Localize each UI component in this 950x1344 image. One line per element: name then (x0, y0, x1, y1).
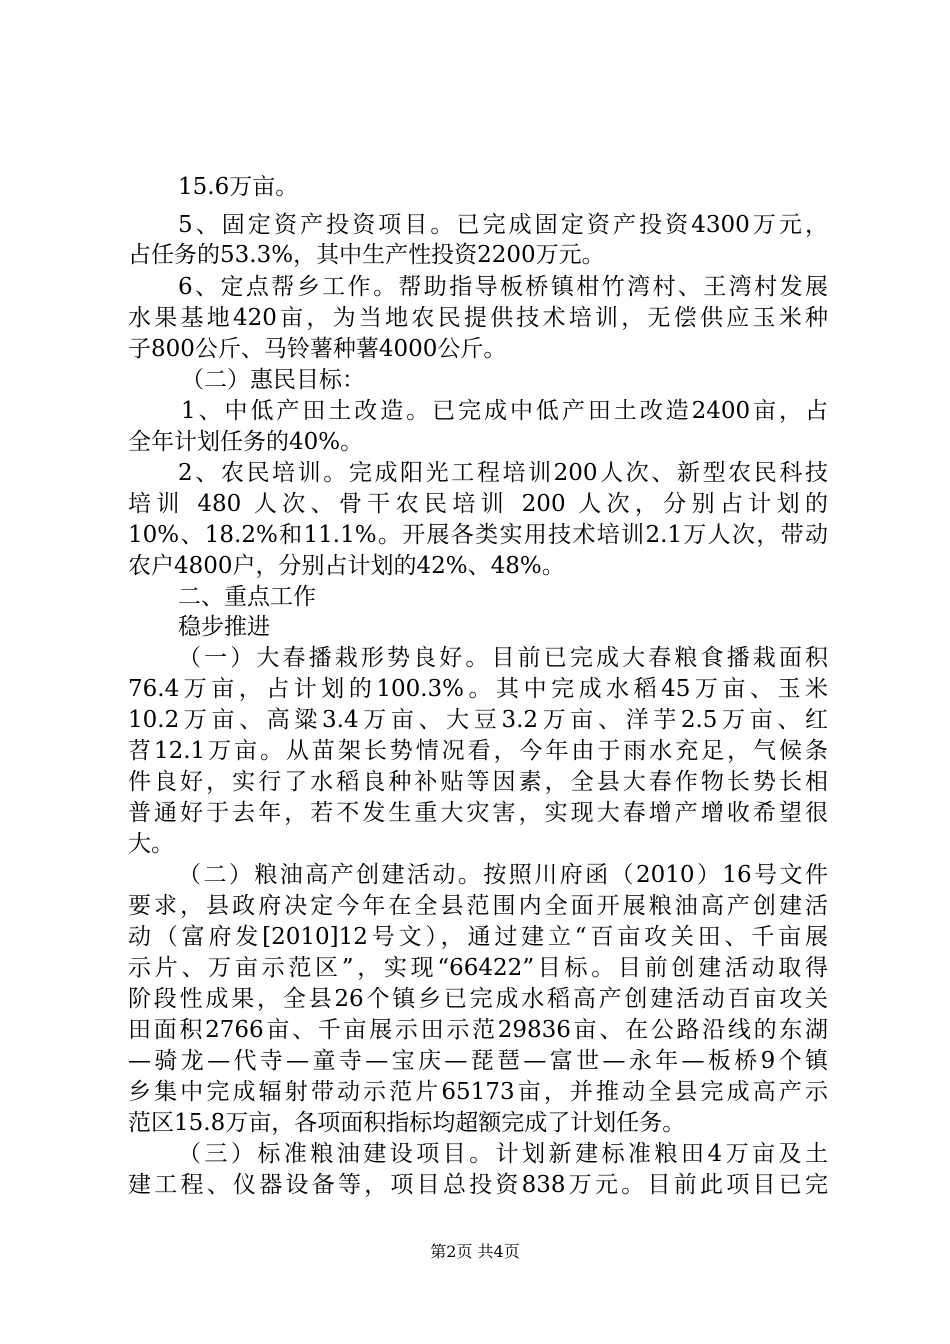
text-line: 阶段性成果，全县26个镇乡已完成水稻高产创建活动百亩攻关 (128, 986, 828, 1012)
text-line: （二）粮油高产创建活动。按照川府函（2010）16号文件 (178, 862, 828, 888)
text-line: 2、农民培训。完成阳光工程培训200人次、新型农民科技 (178, 460, 828, 486)
text-line: 10.2万亩、高粱3.4万亩、大豆3.2万亩、洋芋2.5万亩、红 (128, 707, 828, 733)
text-line: （三）标准粮油建设项目。计划新建标准粮田4万亩及土 (178, 1141, 828, 1167)
text-line: 件良好，实行了水稻良种补贴等因素，全县大春作物长势长相 (128, 769, 828, 795)
text-line: 建工程、仪器设备等，项目总投资838万元。目前此项目已完 (128, 1172, 828, 1198)
text-line: —骑龙—代寺—童寺—宝庆—琵琶—富世—永年—板桥9个镇 (128, 1048, 828, 1074)
text-line: 培训 480 人次、骨干农民培训 200 人次，分别占计划的 (128, 491, 828, 517)
text-line: 子800公斤、马铃薯种薯4000公斤。 (128, 336, 507, 362)
text-line: 占任务的53.3%，其中生产性投资2200万元。 (128, 242, 605, 268)
text-line: 示片、万亩示范区”，实现“66422”目标。目前创建活动取得 (128, 955, 828, 981)
text-line: 1、中低产田土改造。已完成中低产田土改造2400亩，占 (181, 398, 828, 424)
text-line: 6、定点帮乡工作。帮助指导板桥镇柑竹湾村、王湾村发展 (178, 274, 828, 300)
text-line: 田面积2766亩、千亩展示田示范29836亩、在公路沿线的东湖 (128, 1017, 828, 1043)
text-line: 乡集中完成辐射带动示范片65173亩，并推动全县完成高产示 (128, 1079, 828, 1105)
text-line: 普通好于去年，若不发生重大灾害，实现大春增产增收希望很 (128, 800, 828, 826)
section-heading: （二）惠民目标： (181, 367, 365, 393)
text-line: 水果基地420亩，为当地农民提供技术培训，无偿供应玉米种 (128, 305, 828, 331)
section-heading: 稳步推进 (178, 614, 270, 640)
text-line: 15.6万亩。 (178, 174, 299, 200)
text-line: 10%、18.2%和11.1%。开展各类实用技术培训2.1万人次，带动 (128, 522, 828, 548)
text-line: 大。 (128, 831, 174, 857)
text-line: 农户4800户，分别占计划的42%、48%。 (128, 553, 565, 579)
section-heading: 二、重点工作 (178, 584, 316, 610)
text-line: 要求，县政府决定今年在全县范围内全面开展粮油高产创建活 (128, 893, 828, 919)
text-line: 全年计划任务的40%。 (128, 429, 364, 455)
text-line: 动（富府发[2010]12号文），通过建立“百亩攻关田、千亩展 (128, 924, 828, 950)
text-line: （一）大春播栽形势良好。目前已完成大春粮食播栽面积 (178, 645, 828, 671)
text-line: 5、固定资产投资项目。已完成固定资产投资4300万元， (178, 212, 828, 238)
text-line: 76.4万亩，占计划的100.3%。其中完成水稻45万亩、玉米 (128, 676, 828, 702)
text-line: 范区15.8万亩，各项面积指标均超额完成了计划任务。 (128, 1110, 686, 1136)
page-number-footer: 第2页 共4页 (430, 1242, 520, 1261)
text-line: 苕12.1万亩。从苗架长势情况看，今年由于雨水充足，气候条 (128, 738, 828, 764)
